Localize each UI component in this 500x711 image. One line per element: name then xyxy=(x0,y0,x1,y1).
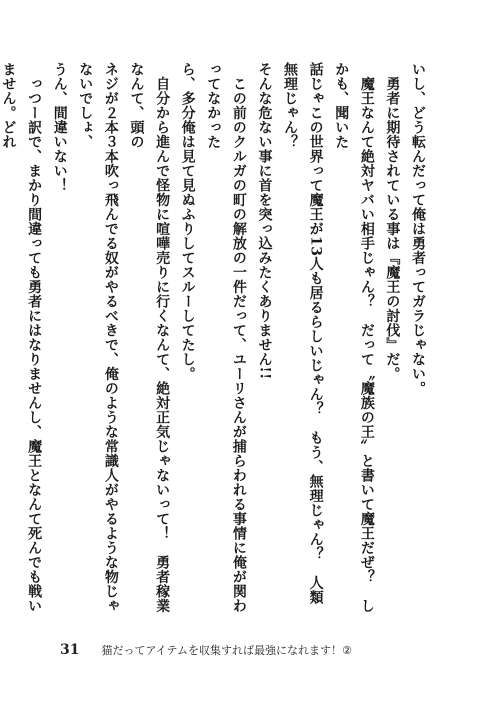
page-footer xyxy=(60,640,352,660)
text-line: ら、多分俺は見て見ぬふりしてスルーしてたし。 xyxy=(179,62,196,381)
page-number: 31 xyxy=(60,642,80,658)
text-line: っつー訳で、まかり間違っても勇者にはなりませんし、魔王となんて死んでも戦いません。どれ xyxy=(0,62,43,613)
text-line: この前のクルガの町の解放の一件だって、ユーリさんが捕らわれる事情に俺が関わってなかった xyxy=(205,62,247,613)
text-line: うん、間違いない！ xyxy=(51,62,68,193)
body-text xyxy=(0,62,430,617)
text-line: 話じゃこの世界って魔王が13人も居るらしいじゃん？ もう、無理じゃん？ 人類無理じゃん？ xyxy=(282,62,324,605)
text-line: 魔王なんて絶対ヤバい相手じゃん？ だって〝魔族の王〟と書いて魔王だぜ？ しかも、聞いた xyxy=(333,62,375,613)
text-line: 勇者に期待されている事は『魔王の討伐』だ。 xyxy=(384,62,401,381)
book-title: 猫だってアイテムを収集すれば最強になれます！② xyxy=(101,644,352,657)
text-line: 自分から進んで怪物に喧嘩売りに行くなんて、絶対正気じゃないって！ 勇者稼業なんて、頭の xyxy=(128,62,171,613)
text-line: そんな危ない事に首を突っ込みたくありません!! xyxy=(256,62,273,380)
text-line: ネジが２本３本吹っ飛んでる奴がやるべきで、俺のような常識人がやるような物じゃないでしょ、 xyxy=(77,62,119,613)
text-line: いし、どう転んだって俺は勇者ってガラじゃない。 xyxy=(410,62,426,396)
